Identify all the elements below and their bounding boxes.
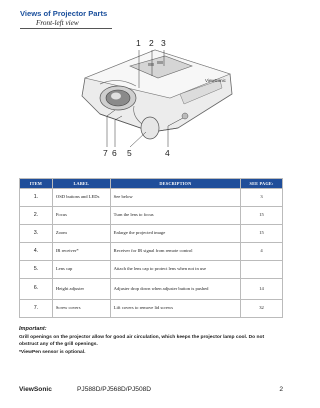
item-label: Focus xyxy=(52,207,110,225)
item-description: See below xyxy=(110,189,240,207)
device-brand: ViewSonic xyxy=(205,78,226,83)
callout-5: 5 xyxy=(127,148,132,158)
table-header-row xyxy=(20,179,283,189)
column-header-item: ITEM xyxy=(20,179,53,189)
important-title: Important: xyxy=(19,326,47,332)
callout-4: 4 xyxy=(165,148,170,158)
item-label: Screw covers xyxy=(52,300,110,318)
optional-sensor-note: *ViewPen sensor is optional. xyxy=(19,349,86,355)
parts-table xyxy=(19,178,283,318)
item-number: 7. xyxy=(20,300,53,318)
table-row xyxy=(20,300,283,318)
footer-model: PJ588D/PJ568D/PJ508D xyxy=(77,386,152,393)
item-page: 32 xyxy=(241,300,283,318)
table-row xyxy=(20,225,283,243)
item-description: Attach the lens cap to protect lens when not in use xyxy=(110,261,240,279)
item-page: 4 xyxy=(241,243,283,261)
table-row xyxy=(20,279,283,300)
item-label: IR receiver* xyxy=(52,243,110,261)
table-row xyxy=(20,189,283,207)
important-text: Grill openings on the projector allow for good air circulation, which keeps the projector lamp cool. Do not obstruct any of the grill openings. xyxy=(19,334,265,348)
item-page: 3 xyxy=(241,189,283,207)
item-label: Zoom xyxy=(52,225,110,243)
item-page xyxy=(241,261,283,279)
projector-illustration xyxy=(60,36,250,164)
projector-drawing xyxy=(60,36,250,164)
item-number: 6. xyxy=(20,279,53,300)
item-description: Enlarge the projected image xyxy=(110,225,240,243)
item-description: Lift covers to remove lid screws xyxy=(110,300,240,318)
callout-1: 1 xyxy=(136,38,141,48)
item-label: OSD buttons and LEDs xyxy=(52,189,110,207)
item-description: Receiver for IR signal from remote control xyxy=(110,243,240,261)
item-number: 1. xyxy=(20,189,53,207)
callout-6: 6 xyxy=(112,148,117,158)
item-description: Turn the lens to focus xyxy=(110,207,240,225)
item-page: 15 xyxy=(241,207,283,225)
item-number: 2. xyxy=(20,207,53,225)
page-number: 2 xyxy=(279,386,283,393)
column-header-page: SEE PAGE: xyxy=(241,179,283,189)
item-number: 5. xyxy=(20,261,53,279)
subtitle-divider xyxy=(20,28,112,29)
item-label: Lens cap xyxy=(52,261,110,279)
callout-2: 2 xyxy=(149,38,154,48)
item-page: 15 xyxy=(241,225,283,243)
table-row xyxy=(20,243,283,261)
view-subtitle: Front-left view xyxy=(36,19,79,27)
column-header-description: DESCRIPTION xyxy=(110,179,240,189)
column-header-label: LABEL xyxy=(52,179,110,189)
item-page: 14 xyxy=(241,279,283,300)
item-number: 3. xyxy=(20,225,53,243)
item-number: 4. xyxy=(20,243,53,261)
callout-3: 3 xyxy=(161,38,166,48)
footer-brand: ViewSonic xyxy=(19,386,52,393)
section-title: Views of Projector Parts xyxy=(20,9,108,18)
item-label: Height adjuster xyxy=(52,279,110,300)
table-row xyxy=(20,261,283,279)
item-description: Adjuster drop down when adjuster button is pushed xyxy=(110,279,240,300)
important-note xyxy=(19,325,283,356)
table-row xyxy=(20,207,283,225)
callout-7: 7 xyxy=(103,148,108,158)
